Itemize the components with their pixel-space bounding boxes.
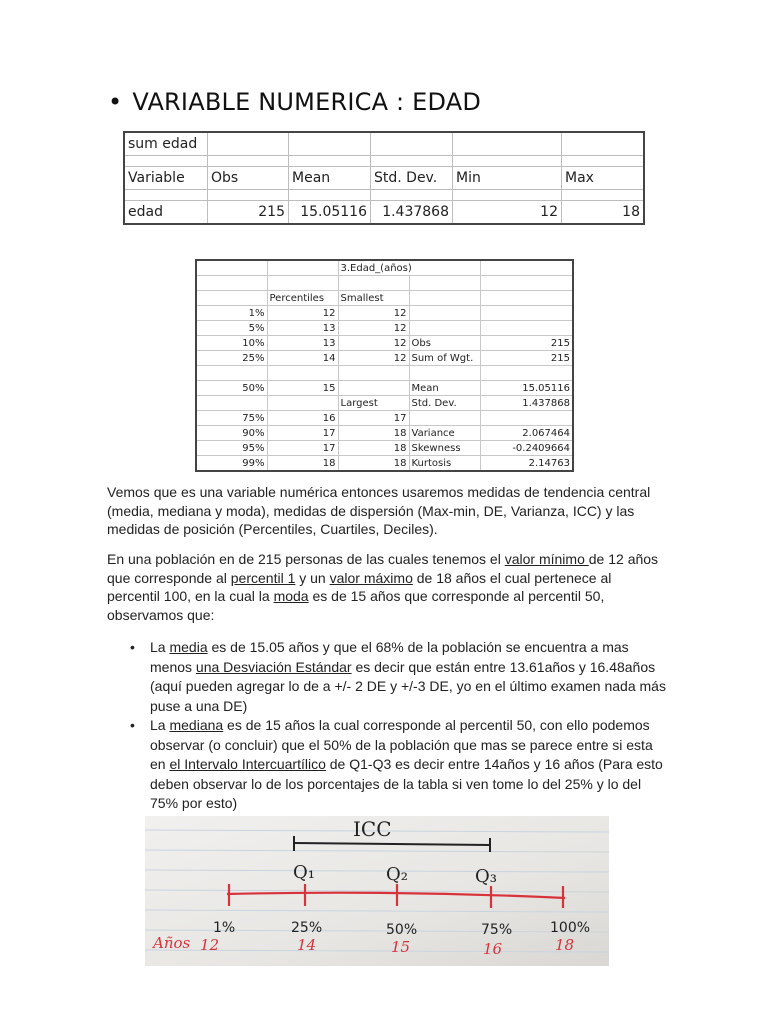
cell-obs: 215 — [208, 201, 289, 225]
header-std: Std. Dev. — [371, 167, 453, 190]
col-smallest: Smallest — [338, 291, 409, 306]
table-row: 10% 13 12 Obs 215 — [196, 336, 573, 351]
anos-label: Años — [153, 934, 191, 952]
std-value: 1.437868 — [480, 396, 573, 411]
page-title — [108, 88, 481, 116]
header-max: Max — [562, 167, 645, 190]
table-row: 1% 12 12 — [196, 306, 573, 321]
bullet-dot: • — [130, 717, 135, 733]
q3-label: Q₃ — [475, 866, 497, 887]
findings-list — [130, 638, 670, 814]
list-item: • La mediana es de 15 años la cual corresponde al percentil 50, con ello podemos observar (o concluir) que el 50% de la población que mas se parece entre si esta en el Intervalo Intercuartílico de Q1-Q3 es decir entre 14años y 16 años (Para esto deben observar lo de los porcentajes de la tabla si ven tome lo del 25% y lo del 75% por esto) — [130, 717, 663, 811]
table-row: 99% 18 18 Kurtosis 2.14763 — [196, 456, 573, 472]
table-row: 50% 15 Mean 15.05116 — [196, 381, 573, 396]
handwritten-diagram-photo — [145, 816, 609, 966]
table-row: 5% 13 12 — [196, 321, 573, 336]
percent-50: 50% — [386, 922, 418, 938]
title-text: VARIABLE NUMERICA : EDAD — [132, 88, 482, 116]
percent-100: 100% — [550, 920, 591, 936]
table-row: 75% 16 17 — [196, 411, 573, 426]
paragraph-intro: Vemos que es una variable numérica entonces usaremos medidas de tendencia central (media, mediana y moda), medidas de dispersión (Max-min, DE, Varianza, ICC) y las medidas de posición (Percentiles, Cuartiles, Deciles). — [107, 484, 651, 537]
cell-max: 18 — [562, 201, 645, 225]
list-item: • La media es de 15.05 años y que el 68% de la población se encuentra a mas menos una Desviación Estándar es decir que están entre 13.61años y 16.48años (aquí pueden agregar lo de a +/- 2 DE y +/-3 DE, yo en el último examen nada más puse a una DE) — [130, 639, 666, 714]
percent-25: 25% — [291, 920, 323, 936]
header-obs: Obs — [208, 167, 289, 190]
table-row: 95% 17 18 Skewness -0.2409664 — [196, 441, 573, 456]
title-bullet: • — [108, 88, 123, 116]
percent-75: 75% — [481, 922, 513, 938]
paragraph-population: En una población en de 215 personas de las cuales tenemos el valor mínimo de 12 años que corresponde al percentil 1 y un valor máximo de 18 años el cual pertenece al percentil 100, en la cual la moda es de 15 años que corresponde al percentil 50, observamos que: — [107, 551, 659, 623]
age-12: 12 — [200, 936, 220, 954]
header-variable: Variable — [124, 167, 208, 190]
age-18: 18 — [555, 936, 575, 954]
cell-variable: edad — [124, 201, 208, 225]
q2-label: Q₂ — [386, 864, 408, 885]
percent-1: 1% — [213, 920, 236, 936]
age-16: 16 — [483, 940, 503, 958]
header-min: Min — [453, 167, 562, 190]
std-label: Std. Dev. — [409, 396, 480, 411]
table-label: sum edad — [124, 132, 208, 156]
cell-std: 1.437868 — [371, 201, 453, 225]
bullet-dot: • — [130, 639, 135, 655]
header-mean: Mean — [289, 167, 371, 190]
cell-mean: 15.05116 — [289, 201, 371, 225]
cell-min: 12 — [453, 201, 562, 225]
percentiles-table — [195, 259, 574, 472]
age-15: 15 — [391, 938, 411, 956]
col-largest: Largest — [338, 396, 409, 411]
summary-table — [123, 131, 645, 225]
table-row: 90% 17 18 Variance 2.067464 — [196, 426, 573, 441]
age-14: 14 — [297, 936, 317, 954]
icc-label: ICC — [353, 817, 392, 841]
table2-title: 3.Edad_(años) — [338, 260, 480, 276]
col-percentiles: Percentiles — [267, 291, 338, 306]
q1-label: Q₁ — [293, 862, 315, 883]
table-row: 25% 14 12 Sum of Wgt. 215 — [196, 351, 573, 366]
handwritten-number-line — [145, 816, 609, 966]
